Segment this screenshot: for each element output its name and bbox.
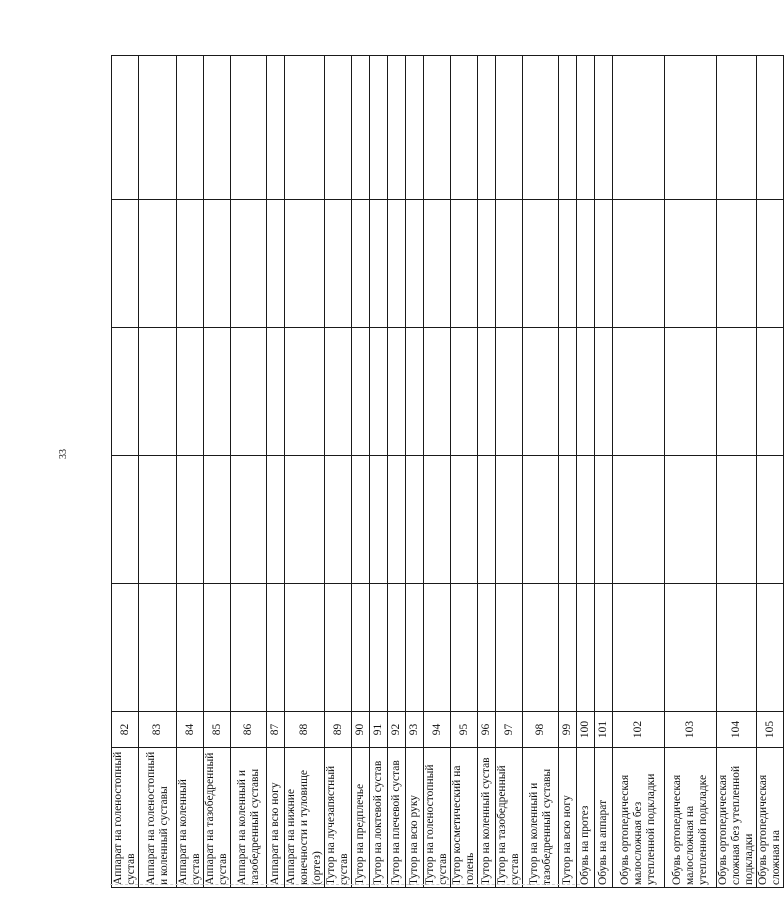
empty-value-cell (757, 456, 784, 584)
empty-value-cell (352, 328, 370, 456)
device-name-cell: Обувь на протез (577, 748, 595, 888)
empty-value-cell (325, 328, 352, 456)
empty-value-cell (478, 456, 496, 584)
table-row (665, 56, 717, 888)
device-name-cell: Аппарат на голеностопный и коленный суставы (139, 748, 177, 888)
empty-value-cell (717, 456, 757, 584)
device-code-cell: 85 (204, 712, 231, 748)
device-code-cell: 100 (577, 712, 595, 748)
empty-value-cell (595, 456, 613, 584)
device-name-cell: Тутор на лучезапястный сустав (325, 748, 352, 888)
device-name-cell: Тутор на плечевой сустав (388, 748, 406, 888)
empty-value-cell (717, 56, 757, 200)
empty-value-cell (325, 584, 352, 712)
empty-value-cell (177, 584, 204, 712)
table-body (112, 56, 784, 888)
device-code-cell: 98 (523, 712, 559, 748)
empty-value-cell (523, 584, 559, 712)
table-row (177, 56, 204, 888)
empty-value-cell (757, 328, 784, 456)
table-row (451, 56, 478, 888)
device-name-cell: Аппарат на всю ногу (267, 748, 285, 888)
device-code-cell: 92 (388, 712, 406, 748)
empty-value-cell (177, 456, 204, 584)
empty-value-cell (595, 328, 613, 456)
table-row (285, 56, 325, 888)
table-row (388, 56, 406, 888)
table-row (325, 56, 352, 888)
table-row (352, 56, 370, 888)
empty-value-cell (406, 328, 424, 456)
empty-value-cell (139, 200, 177, 328)
empty-value-cell (177, 200, 204, 328)
table-row (204, 56, 231, 888)
device-code-cell: 93 (406, 712, 424, 748)
empty-value-cell (478, 584, 496, 712)
empty-value-cell (559, 56, 577, 200)
device-name-cell: Тутор на коленный и тазобедренный суставы (523, 748, 559, 888)
empty-value-cell (231, 584, 267, 712)
device-code-cell: 104 (717, 712, 757, 748)
device-code-cell: 101 (595, 712, 613, 748)
device-code-cell: 94 (424, 712, 451, 748)
empty-value-cell (757, 56, 784, 200)
empty-value-cell (424, 328, 451, 456)
device-name-cell: Тутор косметический на голень (451, 748, 478, 888)
empty-value-cell (231, 456, 267, 584)
empty-value-cell (665, 200, 717, 328)
scan-edge-line (110, 884, 580, 886)
empty-value-cell (451, 328, 478, 456)
empty-value-cell (424, 200, 451, 328)
empty-value-cell (352, 456, 370, 584)
device-name-cell: Обувь ортопедическая сложная на (757, 748, 784, 888)
table-row (559, 56, 577, 888)
device-name-cell: Аппарат на коленный сустав (177, 748, 204, 888)
empty-value-cell (613, 456, 665, 584)
empty-value-cell (267, 456, 285, 584)
empty-value-cell (388, 56, 406, 200)
device-name-cell: Обувь на аппарат (595, 748, 613, 888)
document-table-rotated (111, 56, 782, 888)
device-name-cell: Тутор на голеностопный сустав (424, 748, 451, 888)
empty-value-cell (613, 584, 665, 712)
empty-value-cell (424, 456, 451, 584)
table-row (613, 56, 665, 888)
empty-value-cell (424, 56, 451, 200)
device-name-cell: Аппарат на нижние конечности и туловище (ортез) (285, 748, 325, 888)
empty-value-cell (577, 328, 595, 456)
empty-value-cell (352, 200, 370, 328)
empty-value-cell (451, 456, 478, 584)
empty-value-cell (231, 328, 267, 456)
device-code-cell: 87 (267, 712, 285, 748)
empty-value-cell (112, 584, 139, 712)
empty-value-cell (204, 456, 231, 584)
device-name-cell: Аппарат на голеностопный сустав (112, 748, 139, 888)
device-name-cell: Тутор на всю ногу (559, 748, 577, 888)
empty-value-cell (370, 56, 388, 200)
empty-value-cell (139, 456, 177, 584)
device-code-cell: 84 (177, 712, 204, 748)
empty-value-cell (112, 456, 139, 584)
empty-value-cell (757, 584, 784, 712)
empty-value-cell (523, 456, 559, 584)
empty-value-cell (559, 584, 577, 712)
empty-value-cell (613, 328, 665, 456)
empty-value-cell (285, 56, 325, 200)
table-row (577, 56, 595, 888)
empty-value-cell (406, 200, 424, 328)
table-row (496, 56, 523, 888)
device-code-cell: 95 (451, 712, 478, 748)
empty-value-cell (267, 328, 285, 456)
page-number: 33 (58, 449, 69, 459)
empty-value-cell (204, 584, 231, 712)
empty-value-cell (451, 200, 478, 328)
table-row (112, 56, 139, 888)
empty-value-cell (112, 56, 139, 200)
empty-value-cell (496, 328, 523, 456)
device-code-cell: 96 (478, 712, 496, 748)
empty-value-cell (496, 56, 523, 200)
empty-value-cell (204, 56, 231, 200)
empty-value-cell (388, 456, 406, 584)
empty-value-cell (577, 456, 595, 584)
empty-value-cell (595, 584, 613, 712)
empty-value-cell (370, 200, 388, 328)
empty-value-cell (496, 200, 523, 328)
empty-value-cell (613, 200, 665, 328)
empty-value-cell (112, 328, 139, 456)
empty-value-cell (613, 56, 665, 200)
empty-value-cell (139, 56, 177, 200)
empty-value-cell (406, 456, 424, 584)
empty-value-cell (267, 200, 285, 328)
device-code-cell: 89 (325, 712, 352, 748)
empty-value-cell (451, 584, 478, 712)
empty-value-cell (325, 200, 352, 328)
table-row (231, 56, 267, 888)
device-code-cell: 86 (231, 712, 267, 748)
devices-table (111, 55, 784, 888)
empty-value-cell (352, 56, 370, 200)
table-row (424, 56, 451, 888)
empty-value-cell (388, 200, 406, 328)
empty-value-cell (285, 328, 325, 456)
empty-value-cell (267, 56, 285, 200)
table-row (267, 56, 285, 888)
empty-value-cell (478, 200, 496, 328)
empty-value-cell (370, 584, 388, 712)
empty-value-cell (577, 200, 595, 328)
empty-value-cell (370, 456, 388, 584)
empty-value-cell (478, 328, 496, 456)
empty-value-cell (325, 56, 352, 200)
empty-value-cell (665, 456, 717, 584)
empty-value-cell (352, 584, 370, 712)
empty-value-cell (177, 56, 204, 200)
empty-value-cell (177, 328, 204, 456)
empty-value-cell (139, 328, 177, 456)
device-code-cell: 103 (665, 712, 717, 748)
empty-value-cell (496, 584, 523, 712)
empty-value-cell (665, 56, 717, 200)
empty-value-cell (267, 584, 285, 712)
empty-value-cell (577, 584, 595, 712)
empty-value-cell (478, 56, 496, 200)
device-name-cell: Аппарат на тазобедренный сустав (204, 748, 231, 888)
empty-value-cell (285, 584, 325, 712)
table-row (757, 56, 784, 888)
table-row (595, 56, 613, 888)
device-name-cell: Обувь ортопедическая сложная без утепленной подкладки (717, 748, 757, 888)
empty-value-cell (577, 56, 595, 200)
empty-value-cell (325, 456, 352, 584)
device-code-cell: 82 (112, 712, 139, 748)
device-name-cell: Аппарат на коленный и тазобедренный суставы (231, 748, 267, 888)
empty-value-cell (757, 200, 784, 328)
empty-value-cell (665, 328, 717, 456)
empty-value-cell (523, 56, 559, 200)
empty-value-cell (595, 56, 613, 200)
empty-value-cell (285, 200, 325, 328)
device-name-cell: Тутор на предплечье (352, 748, 370, 888)
empty-value-cell (388, 584, 406, 712)
empty-value-cell (370, 328, 388, 456)
empty-value-cell (406, 56, 424, 200)
table-row (478, 56, 496, 888)
device-code-cell: 99 (559, 712, 577, 748)
device-name-cell: Тутор на всю руку (406, 748, 424, 888)
empty-value-cell (451, 56, 478, 200)
empty-value-cell (523, 200, 559, 328)
device-name-cell: Тутор на локтевой сустав (370, 748, 388, 888)
device-code-cell: 83 (139, 712, 177, 748)
empty-value-cell (285, 456, 325, 584)
empty-value-cell (424, 584, 451, 712)
empty-value-cell (139, 584, 177, 712)
device-code-cell: 91 (370, 712, 388, 748)
empty-value-cell (231, 200, 267, 328)
empty-value-cell (204, 328, 231, 456)
table-row (717, 56, 757, 888)
device-code-cell: 105 (757, 712, 784, 748)
device-name-cell: Тутор на коленный сустав (478, 748, 496, 888)
empty-value-cell (717, 200, 757, 328)
empty-value-cell (665, 584, 717, 712)
empty-value-cell (559, 200, 577, 328)
empty-value-cell (559, 456, 577, 584)
empty-value-cell (406, 584, 424, 712)
device-code-cell: 102 (613, 712, 665, 748)
table-row (406, 56, 424, 888)
device-code-cell: 97 (496, 712, 523, 748)
empty-value-cell (559, 328, 577, 456)
empty-value-cell (231, 56, 267, 200)
empty-value-cell (204, 200, 231, 328)
empty-value-cell (496, 456, 523, 584)
empty-value-cell (388, 328, 406, 456)
table-row (370, 56, 388, 888)
empty-value-cell (595, 200, 613, 328)
table-row (523, 56, 559, 888)
device-code-cell: 90 (352, 712, 370, 748)
empty-value-cell (112, 200, 139, 328)
device-name-cell: Обувь ортопедическая малосложная без утепленной подкладки (613, 748, 665, 888)
table-row (139, 56, 177, 888)
device-name-cell: Тутор на тазобедренный сустав (496, 748, 523, 888)
device-code-cell: 88 (285, 712, 325, 748)
empty-value-cell (523, 328, 559, 456)
empty-value-cell (717, 328, 757, 456)
empty-value-cell (717, 584, 757, 712)
device-name-cell: Обувь ортопедическая малосложная на утепленной подкладке (665, 748, 717, 888)
